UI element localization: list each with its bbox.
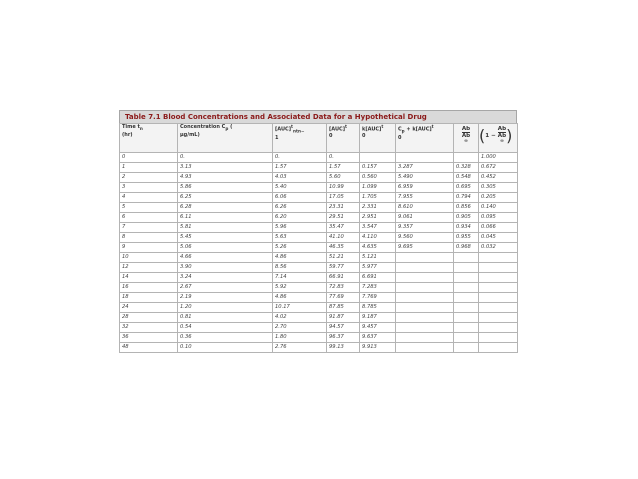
blood-concentration-table [119,123,518,353]
table-cell [454,253,479,263]
table-cell: 3.24 [178,273,273,283]
table-cell [454,333,479,343]
table-cell: 0 [120,153,178,163]
table-row [120,283,518,293]
table-cell: 2.67 [178,283,273,293]
table-caption: Table 7.1 Blood Concentrations and Associated Data for a Hypothetical Drug [119,110,517,123]
table-cell [396,293,454,303]
table-cell: 96.37 [327,333,360,343]
table-cell: 9.061 [396,213,454,223]
table-cell: 51.21 [327,253,360,263]
table-cell: 7.14 [273,273,327,283]
table-cell: 1 [120,163,178,173]
table-row [120,303,518,313]
table-cell: 36 [120,333,178,343]
table-cell: 9.187 [360,313,396,323]
table-row [120,163,518,173]
table-cell: 66.91 [327,273,360,283]
table-cell: 1.80 [273,333,327,343]
table-cell: 0.54 [178,323,273,333]
table-cell [454,263,479,273]
table-cell: 6.28 [178,203,273,213]
table-row [120,253,518,263]
table-cell: 7.955 [396,193,454,203]
table-cell [396,323,454,333]
table-cell: 24 [120,303,178,313]
table-cell [454,343,479,353]
table-cell: 4.66 [178,253,273,263]
table-cell [396,283,454,293]
table-cell: 8.785 [360,303,396,313]
table-cell [454,313,479,323]
table-cell: 0.905 [454,213,479,223]
table-cell [396,273,454,283]
table-cell: 5 [120,203,178,213]
table-cell: 8 [120,233,178,243]
table-cell: 32 [120,323,178,333]
table-cell: 0.305 [479,183,518,193]
table-cell: 10 [120,253,178,263]
table-cell: 2.331 [360,203,396,213]
header-auc-interval: [AUC]$^t_{ntn-}$ 1 [273,124,327,153]
table-cell: 9.357 [396,223,454,233]
table-cell: 87.85 [327,303,360,313]
table-cell [479,303,518,313]
header-cp-plus-k-auc: $C_p + k[AUC]^t$ 0 [396,124,454,153]
table-cell [479,333,518,343]
ab-ratio-fraction: Ab Ab ∞ [461,125,471,144]
table-cell [454,303,479,313]
table-cell: 0.157 [360,163,396,173]
table-cell: 28 [120,313,178,323]
table-cell: 1.57 [327,163,360,173]
table-cell: 2 [120,173,178,183]
table-cell: 5.121 [360,253,396,263]
table-cell: 9 [120,243,178,253]
table-cell: 0.81 [178,313,273,323]
table-row [120,333,518,343]
table-cell: 6.691 [360,273,396,283]
table-cell: 6 [120,213,178,223]
table-cell: 5.60 [327,173,360,183]
table-cell: 99.13 [327,343,360,353]
table-cell: 9.637 [360,333,396,343]
table-cell: 0. [178,153,273,163]
table-cell: 0.548 [454,173,479,183]
table-cell: 0.856 [454,203,479,213]
table-cell: 0. [273,153,327,163]
table-cell: 6.20 [273,213,327,223]
table-cell [396,343,454,353]
table-body [120,153,518,353]
ab-ratio-fraction-2: Ab Ab ∞ [497,125,507,144]
table-cell: 3 [120,183,178,193]
table-cell: 4.93 [178,173,273,183]
table-cell: 0.955 [454,233,479,243]
table-row [120,193,518,203]
header-auc-cumulative: [AUC]$^t$ 0 [327,124,360,153]
table-cell: 48 [120,343,178,353]
table-cell: 6.959 [396,183,454,193]
table-cell: 0. [327,153,360,163]
table-cell: 17.05 [327,193,360,203]
table-row [120,203,518,213]
table-cell: 91.87 [327,313,360,323]
table-cell: 6.25 [178,193,273,203]
table-cell [454,283,479,293]
table-cell: 6.26 [273,203,327,213]
table-cell [396,263,454,273]
table-cell [479,343,518,353]
table-header-row [120,124,518,153]
table-cell: 12 [120,263,178,273]
table-cell [479,293,518,303]
table-cell: 5.92 [273,283,327,293]
table-cell: 9.913 [360,343,396,353]
table-cell: 0.560 [360,173,396,183]
table-cell: 29.51 [327,213,360,223]
table-cell [396,313,454,323]
data-table-document [119,110,517,353]
table-row [120,263,518,273]
table-row [120,233,518,243]
table-cell: 5.96 [273,223,327,233]
table-cell: 6.06 [273,193,327,203]
table-cell: 0.328 [454,163,479,173]
table-cell: 94.57 [327,323,360,333]
table-cell: 4.110 [360,233,396,243]
table-cell: 0.095 [479,213,518,223]
header-ab-ratio [454,124,479,153]
table-cell: 5.45 [178,233,273,243]
table-cell: 46.35 [327,243,360,253]
table-cell: 77.69 [327,293,360,303]
table-cell: 1.20 [178,303,273,313]
table-cell [396,253,454,263]
table-cell: 16 [120,283,178,293]
table-cell [479,263,518,273]
table-cell [479,313,518,323]
table-cell: 72.83 [327,283,360,293]
table-cell: 7.769 [360,293,396,303]
table-row [120,213,518,223]
table-cell: 5.26 [273,243,327,253]
table-cell: 0.032 [479,243,518,253]
table-cell: 0.045 [479,233,518,243]
table-row [120,243,518,253]
table-cell: 2.19 [178,293,273,303]
table-cell: 10.99 [327,183,360,193]
table-cell: 5.63 [273,233,327,243]
table-cell: 7.283 [360,283,396,293]
table-row [120,313,518,323]
table-cell: 0.794 [454,193,479,203]
table-cell: 59.77 [327,263,360,273]
table-cell: 1.57 [273,163,327,173]
table-cell [396,303,454,313]
table-cell [360,153,396,163]
table-cell: 9.457 [360,323,396,333]
table-cell [479,253,518,263]
table-cell: 5.490 [396,173,454,183]
table-cell: 1.000 [479,153,518,163]
table-cell [479,283,518,293]
table-cell: 3.13 [178,163,273,173]
table-cell: 0.36 [178,333,273,343]
table-cell: 0.672 [479,163,518,173]
table-cell: 8.56 [273,263,327,273]
table-cell: 7 [120,223,178,233]
table-cell: 3.547 [360,223,396,233]
table-cell [396,153,454,163]
table-cell: 10.17 [273,303,327,313]
table-cell [454,153,479,163]
table-cell: 0.452 [479,173,518,183]
table-row [120,223,518,233]
table-cell: 2.76 [273,343,327,353]
header-k-auc: k[AUC]$^t$ 0 [360,124,396,153]
table-cell: 1.099 [360,183,396,193]
table-row [120,273,518,283]
header-time: Time $t_n$ (hr) [120,124,178,153]
table-row [120,293,518,303]
table-cell: 8.610 [396,203,454,213]
table-cell [454,323,479,333]
table-cell: 4.635 [360,243,396,253]
table-cell: 3.90 [178,263,273,273]
table-cell: 4.86 [273,293,327,303]
table-cell: 9.695 [396,243,454,253]
table-row [120,323,518,333]
table-cell: 5.977 [360,263,396,273]
table-cell: 5.86 [178,183,273,193]
table-cell: 0.10 [178,343,273,353]
table-cell: 0.066 [479,223,518,233]
table-cell: 41.10 [327,233,360,243]
table-cell: 14 [120,273,178,283]
table-row [120,183,518,193]
table-row [120,173,518,183]
table-cell: 18 [120,293,178,303]
table-row [120,153,518,163]
table-cell: 4.03 [273,173,327,183]
table-cell [454,273,479,283]
table-cell: 0.205 [479,193,518,203]
table-cell: 1.705 [360,193,396,203]
table-cell: 0.968 [454,243,479,253]
header-one-minus-ab-ratio: ( 1 − Ab Ab ∞ ) [479,124,518,153]
table-row [120,343,518,353]
table-cell: 0.140 [479,203,518,213]
table-cell [454,293,479,303]
table-cell: 5.40 [273,183,327,193]
table-cell: 4 [120,193,178,203]
table-cell: 3.287 [396,163,454,173]
table-cell [479,273,518,283]
table-cell: 4.86 [273,253,327,263]
table-cell: 0.934 [454,223,479,233]
table-cell [479,323,518,333]
table-cell: 5.81 [178,223,273,233]
table-cell: 2.70 [273,323,327,333]
table-cell: 4.02 [273,313,327,323]
table-cell: 2.951 [360,213,396,223]
table-cell: 5.06 [178,243,273,253]
table-cell [396,333,454,343]
table-cell: 6.11 [178,213,273,223]
table-cell: 23.31 [327,203,360,213]
table-cell: 9.560 [396,233,454,243]
table-cell: 0.695 [454,183,479,193]
header-concentration: Concentration $C_p$ ( μg/mL) [178,124,273,153]
table-cell: 35.47 [327,223,360,233]
